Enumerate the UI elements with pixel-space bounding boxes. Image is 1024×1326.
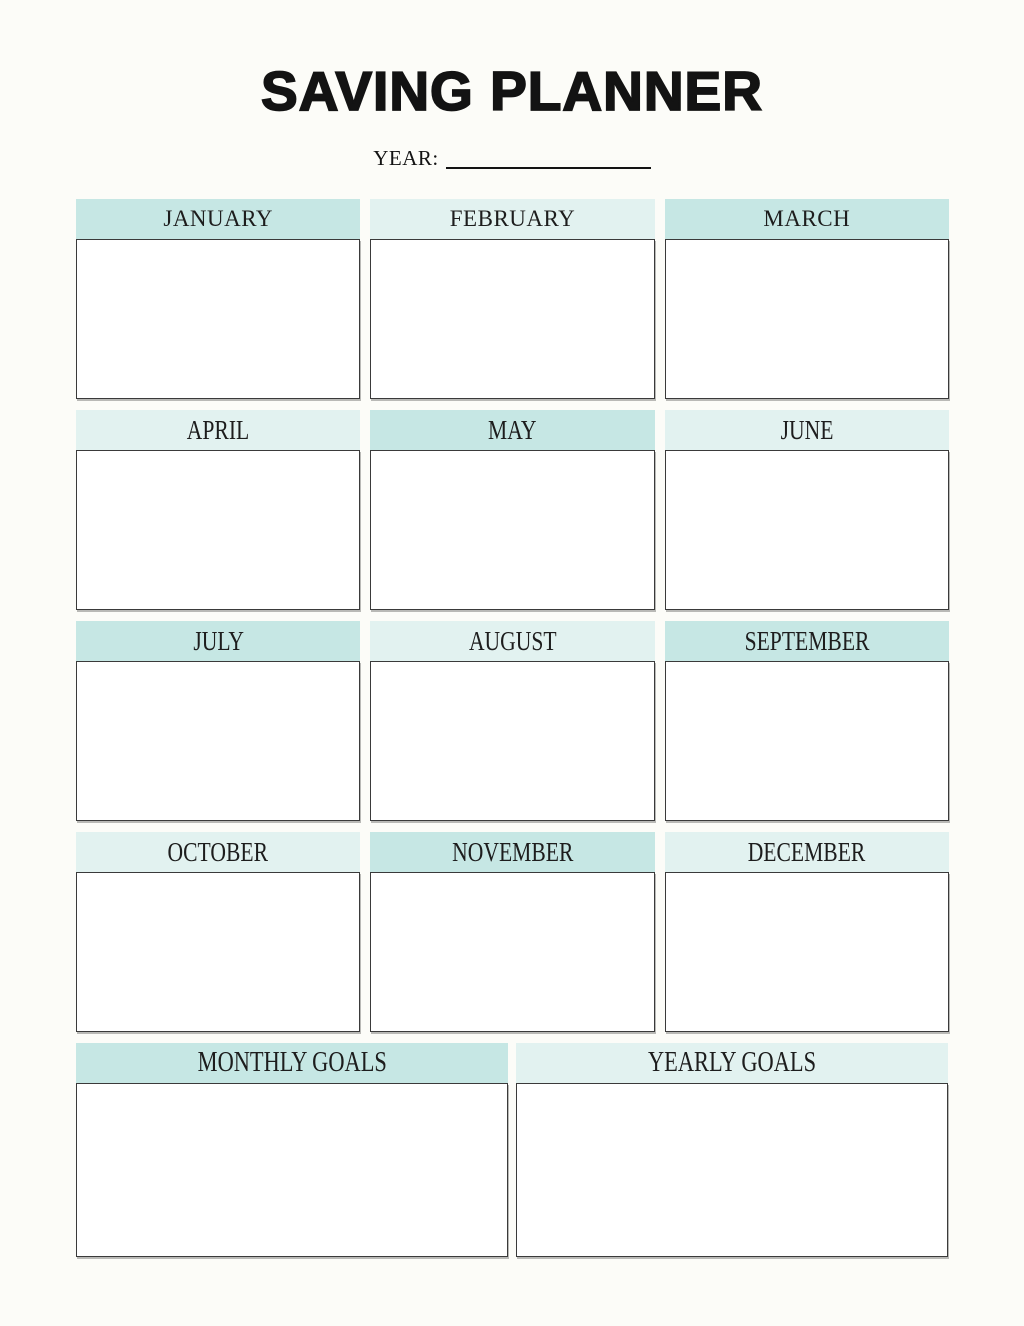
month-label: FEBRUARY [449, 206, 576, 231]
month-header [76, 410, 360, 450]
month-label: JANUARY [163, 206, 273, 231]
month-cell-may [370, 410, 654, 610]
month-box [76, 661, 360, 821]
yearly-goals-label: YEARLY GOALS [647, 1047, 817, 1078]
month-label: MAY [488, 414, 537, 445]
month-cell-january [76, 199, 360, 399]
months-grid [76, 199, 949, 1032]
month-box [665, 239, 949, 399]
month-box [370, 661, 654, 821]
page-title: SAVING PLANNER [261, 60, 763, 122]
yearly-goals-box [516, 1083, 948, 1257]
monthly-goals-label: MONTHLY GOALS [197, 1047, 387, 1078]
month-box [665, 661, 949, 821]
month-header [370, 199, 654, 239]
yearly-goals-cell [516, 1043, 948, 1257]
month-box [370, 872, 654, 1032]
month-box [76, 450, 360, 610]
month-label: MARCH [763, 206, 851, 231]
month-label: OCTOBER [167, 836, 269, 867]
year-label: YEAR: [373, 146, 439, 170]
month-header [665, 199, 949, 239]
month-cell-february [370, 199, 654, 399]
month-header [665, 410, 949, 450]
month-cell-june [665, 410, 949, 610]
month-label: APRIL [186, 414, 250, 445]
month-box [370, 450, 654, 610]
month-cell-november [370, 832, 654, 1032]
month-cell-march [665, 199, 949, 399]
year-blank-line [446, 151, 651, 169]
yearly-goals-header [516, 1043, 948, 1083]
month-label: DECEMBER [748, 836, 866, 867]
month-box [76, 239, 360, 399]
month-label: AUGUST [468, 625, 557, 656]
month-cell-april [76, 410, 360, 610]
month-box [665, 872, 949, 1032]
monthly-goals-box [76, 1083, 508, 1257]
goals-grid [76, 1043, 948, 1257]
month-header [665, 832, 949, 872]
month-label: JULY [192, 625, 244, 656]
month-cell-september [665, 621, 949, 821]
month-header [76, 832, 360, 872]
month-box [665, 450, 949, 610]
month-cell-october [76, 832, 360, 1032]
month-header [76, 621, 360, 661]
month-header [370, 410, 654, 450]
year-row [0, 146, 1024, 170]
month-box [76, 872, 360, 1032]
month-cell-december [665, 832, 949, 1032]
month-label: JUNE [780, 414, 834, 445]
month-header [665, 621, 949, 661]
month-header [370, 621, 654, 661]
month-cell-august [370, 621, 654, 821]
month-box [370, 239, 654, 399]
monthly-goals-header [76, 1043, 508, 1083]
month-header [370, 832, 654, 872]
monthly-goals-cell [76, 1043, 508, 1257]
month-label: SEPTEMBER [744, 625, 870, 656]
month-cell-july [76, 621, 360, 821]
month-label: NOVEMBER [451, 836, 574, 867]
month-header [76, 199, 360, 239]
